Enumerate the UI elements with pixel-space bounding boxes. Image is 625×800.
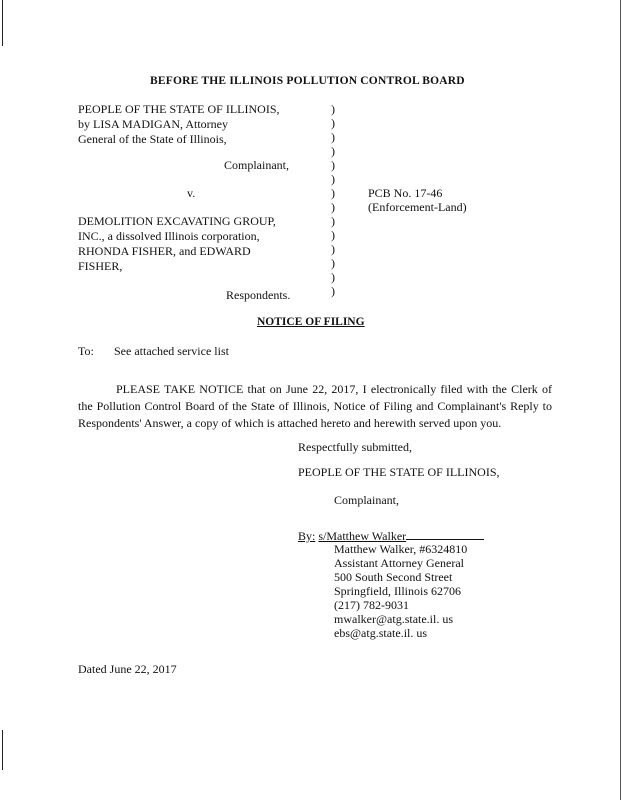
caption-paren: ) bbox=[331, 270, 335, 284]
scan-edge-right bbox=[620, 0, 621, 800]
respondent-line-4: FISHER, bbox=[78, 259, 123, 273]
attorney-name: Matthew Walker, #6324810 bbox=[334, 542, 468, 556]
respondent-line-2: INC., a dissolved Illinois corporation, bbox=[78, 229, 260, 243]
signing-party-role: Complainant, bbox=[334, 493, 399, 507]
caption-paren: ) bbox=[331, 284, 335, 298]
to-label: To: bbox=[78, 344, 94, 358]
scan-edge-left bbox=[2, 0, 3, 46]
attorney-phone: (217) 782-9031 bbox=[334, 598, 409, 612]
signature-underline bbox=[406, 528, 484, 540]
complainant-line-1: PEOPLE OF THE STATE OF ILLINOIS, bbox=[78, 102, 280, 116]
caption-paren: ) bbox=[331, 256, 335, 270]
notice-body: PLEASE TAKE NOTICE that on June 22, 2017, I electronically filed with the Clerk of the Pollution Control Board of the State of Illinois, Notice of Filing and Complainant's Reply to Respondents' Answer, a copy of which is attached hereto and herewith served upon you. bbox=[78, 382, 552, 430]
caption-paren: ) bbox=[331, 116, 335, 130]
case-type: (Enforcement-Land) bbox=[368, 200, 467, 214]
notice-title: NOTICE OF FILING bbox=[257, 316, 365, 328]
attorney-street: 500 South Second Street bbox=[334, 570, 453, 584]
caption-paren: ) bbox=[331, 158, 335, 172]
case-number: PCB No. 17-46 bbox=[368, 186, 443, 200]
caption-paren: ) bbox=[331, 144, 335, 158]
attorney-title: Assistant Attorney General bbox=[334, 556, 464, 570]
attorney-city: Springfield, Illinois 62706 bbox=[334, 584, 461, 598]
respondent-line-1: DEMOLITION EXCAVATING GROUP, bbox=[78, 214, 276, 228]
caption-paren: ) bbox=[331, 172, 335, 186]
complainant-role: Complainant, bbox=[224, 158, 289, 172]
signing-party: PEOPLE OF THE STATE OF ILLINOIS, bbox=[298, 465, 500, 479]
electronic-signature: s/Matthew Walker bbox=[318, 529, 407, 543]
caption-paren: ) bbox=[331, 102, 335, 116]
dated-line: Dated June 22, 2017 bbox=[78, 662, 177, 676]
caption-paren: ) bbox=[331, 130, 335, 144]
complainant-line-3: General of the State of Illinois, bbox=[78, 132, 227, 146]
respondent-role: Respondents. bbox=[226, 288, 291, 302]
caption-paren: ) bbox=[331, 200, 335, 214]
caption-paren: ) bbox=[331, 214, 335, 228]
by-label: By: bbox=[298, 529, 316, 543]
scan-edge-left-lower bbox=[2, 730, 3, 770]
respondent-line-3: RHONDA FISHER, and EDWARD bbox=[78, 244, 251, 258]
caption-paren: ) bbox=[331, 242, 335, 256]
to-value: See attached service list bbox=[114, 344, 229, 358]
closing-text: Respectfully submitted, bbox=[298, 440, 412, 454]
attorney-email-2: ebs@atg.state.il. us bbox=[334, 626, 428, 640]
caption-paren: ) bbox=[331, 186, 335, 200]
attorney-email-1: mwalker@atg.state.il. us bbox=[334, 612, 454, 626]
document-heading: BEFORE THE ILLINOIS POLLUTION CONTROL BOARD bbox=[150, 75, 465, 87]
complainant-line-2: by LISA MADIGAN, Attorney bbox=[78, 117, 228, 131]
versus-label: v. bbox=[187, 186, 196, 200]
caption-paren: ) bbox=[331, 228, 335, 242]
